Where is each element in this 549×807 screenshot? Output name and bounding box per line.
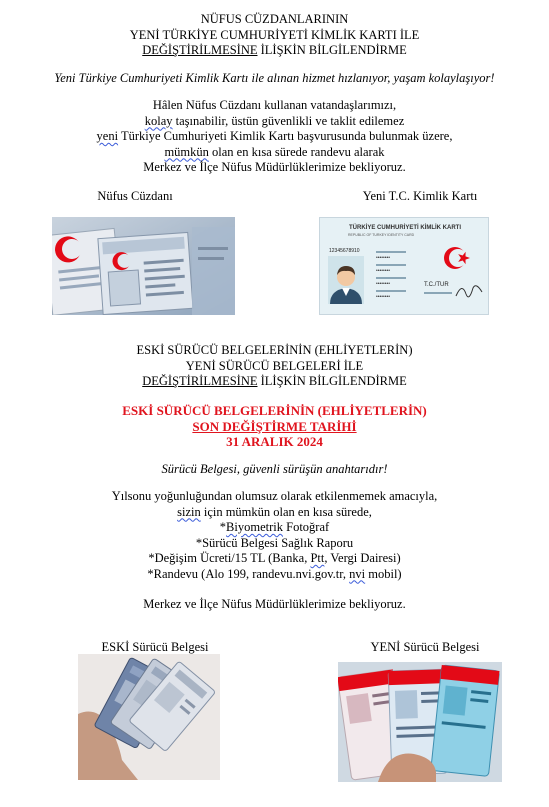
section1-para-line1: Hâlen Nüfus Cüzdanı kullanan vatandaşlarımızı, bbox=[152, 98, 397, 112]
new-driver-license-illustration bbox=[338, 662, 502, 782]
spell-flag-word: yeni bbox=[96, 129, 119, 143]
spell-flag-word: sizin bbox=[177, 504, 201, 519]
old-driver-license-illustration bbox=[78, 654, 220, 780]
requirement-photo bbox=[0, 520, 549, 536]
section1-para-line2-rest: taşınabilir, üstün güvenlikli ve taklit edilemez bbox=[172, 113, 405, 128]
caption-yeni-kimlik-karti: Yeni T.C. Kimlik Kartı bbox=[362, 189, 478, 203]
id-card-nationality: T.C./TUR bbox=[424, 282, 449, 288]
section2-title-underlined: DEĞİŞTİRİLMESİNE bbox=[142, 374, 258, 388]
section1-title-underlined: DEĞİŞTİRİLMESİNE bbox=[142, 43, 258, 57]
requirement-appointment-end: mobil) bbox=[365, 566, 402, 581]
section1-title-rest: İLİŞKİN BİLGİLENDİRME bbox=[257, 43, 407, 57]
section1-slogan: Yeni Türkiye Cumhuriyeti Kimlik Kartı ile alınan hizmet hızlanıyor, yaşam kolaylaşıyor! bbox=[54, 71, 495, 85]
deadline-line1: ESKİ SÜRÜCÜ BELGELERİNİN (EHLİYETLERİN) bbox=[122, 403, 427, 418]
deadline-block bbox=[0, 403, 549, 450]
deadline-line2: SON DEĞİŞTİRME TARİHİ bbox=[192, 418, 357, 434]
section1-title-line2: YENİ TÜRKİYE CUMHURİYETİ KİMLİK KARTI İLE bbox=[129, 27, 420, 42]
spell-flag-word: Biyometrik bbox=[226, 520, 283, 534]
old-id-card-illustration bbox=[52, 217, 235, 315]
new-id-card-image bbox=[319, 217, 489, 315]
section1-para-line4 bbox=[0, 145, 549, 161]
caption-nufus-cuzdani: Nüfus Cüzdanı bbox=[97, 189, 173, 203]
id-card-subheader: REPUBLIC OF TURKEY IDENTITY CARD bbox=[348, 233, 415, 237]
caption-eski-surucu-belgesi: ESKİ Sürücü Belgesi bbox=[101, 640, 209, 654]
spell-flag-word: mümkün bbox=[164, 144, 209, 159]
requirement-appointment-start: *Randevu (Alo 199, randevu.nvi.gov.tr, bbox=[147, 566, 350, 581]
spell-flag-word: kolay bbox=[144, 113, 173, 128]
old-driver-license-image bbox=[78, 654, 220, 780]
section2-paragraph bbox=[0, 489, 549, 582]
section1-para-line3 bbox=[0, 129, 549, 145]
section2-slogan: Sürücü Belgesi, güvenli sürüşün anahtarıdır! bbox=[161, 462, 388, 476]
section2-para-line2 bbox=[0, 505, 549, 521]
section1-title-line3 bbox=[0, 43, 549, 59]
section2-title-line3 bbox=[0, 374, 549, 390]
id-card-divider bbox=[424, 292, 452, 294]
id-card-field: •••••••• bbox=[376, 281, 391, 287]
section1-para-line2 bbox=[0, 114, 549, 130]
deadline-date: 31 ARALIK 2024 bbox=[226, 434, 323, 449]
new-driver-license-image bbox=[338, 662, 502, 782]
spell-flag-word: Ptt bbox=[310, 551, 325, 565]
requirement-fee-start: *Değişim Ücreti/15 TL (Banka, bbox=[148, 551, 311, 565]
section2-closing: Merkez ve İlçe Nüfus Müdürlüklerimize bekliyoruz. bbox=[143, 597, 406, 611]
spell-flag-word: nvi bbox=[349, 566, 366, 581]
id-card-number: 12345678910 bbox=[329, 248, 360, 254]
requirement-appointment bbox=[0, 567, 549, 583]
signature-icon bbox=[454, 280, 484, 302]
old-id-card-image bbox=[52, 217, 235, 315]
section1-paragraph bbox=[0, 98, 549, 176]
requirement-fee-end: , Vergi Dairesi) bbox=[324, 551, 401, 565]
section1-para-line5: Merkez ve İlçe Nüfus Müdürlüklerimize bekliyoruz. bbox=[143, 160, 406, 174]
section1-para-line3-rest: Türkiye Cumhuriyeti Kimlik Kartı başvurusunda bulunmak üzere, bbox=[118, 129, 453, 143]
section2-para-line1: Yılsonu yoğunluğundan olumsuz olarak etkilenmemek amacıyla, bbox=[111, 489, 438, 503]
section2-para-line2-rest: için mümkün olan en kısa sürede, bbox=[200, 504, 372, 519]
id-card-field: •••••••• bbox=[376, 294, 391, 300]
avatar-icon bbox=[328, 256, 364, 304]
caption-yeni-surucu-belgesi: YENİ Sürücü Belgesi bbox=[370, 640, 480, 654]
requirement-fee bbox=[0, 551, 549, 567]
requirement-health-report: *Sürücü Belgesi Sağlık Raporu bbox=[195, 535, 354, 550]
section1-title bbox=[0, 12, 549, 59]
crescent-star-icon bbox=[440, 240, 476, 276]
section2-title-line1: ESKİ SÜRÜCÜ BELGELERİNİN (EHLİYETLERİN) bbox=[136, 343, 413, 357]
id-card-header: TÜRKİYE CUMHURİYETİ KİMLİK KARTI bbox=[349, 225, 461, 231]
requirement-bullet: * bbox=[219, 520, 227, 534]
section1-para-line4-rest: olan en kısa sürede randevu alarak bbox=[208, 144, 385, 159]
section2-title bbox=[0, 343, 549, 390]
requirement-photo-rest: Fotoğraf bbox=[283, 520, 330, 534]
id-card-field: •••••••• bbox=[376, 255, 391, 261]
section2-title-line2: YENİ SÜRÜCÜ BELGELERİ İLE bbox=[185, 358, 364, 373]
id-card-field: •••••••• bbox=[376, 268, 391, 274]
section1-title-line1: NÜFUS CÜZDANLARININ bbox=[200, 12, 349, 26]
section2-title-rest: İLİŞKİN BİLGİLENDİRME bbox=[257, 374, 407, 388]
